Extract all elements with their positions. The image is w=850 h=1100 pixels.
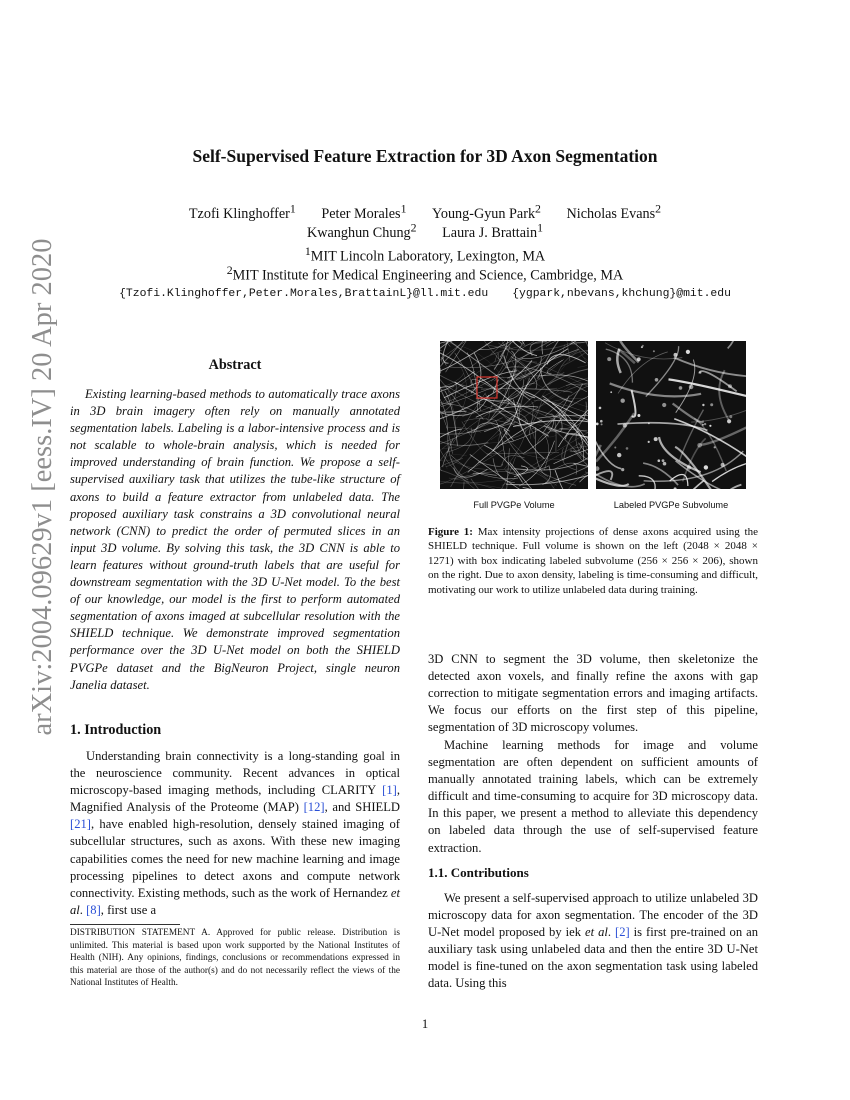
author: Tzofi Klinghoffer$^1$ <box>188 201 296 222</box>
axon-strand <box>537 429 577 442</box>
right-paragraph-2: Machine learning methods for image and volume segmentation are often dependent on sufficient amounts of manually annotated training labels, which can be extremely difficult and time-consuming to acquire for 3D microscopy data. In this paper, we present a method to alleviate this dependency on labeled data through the use of self-supervised feature extraction. <box>428 738 758 855</box>
axon-bouton <box>601 423 603 425</box>
author: Peter Morales$^1$ <box>321 201 407 222</box>
axon-bouton <box>596 423 599 426</box>
axon-strand <box>691 409 746 422</box>
axon-bouton <box>662 459 665 462</box>
axon-bouton <box>648 441 650 443</box>
axon-bouton <box>654 437 658 441</box>
axon-bouton <box>702 424 704 426</box>
axon-strand <box>576 343 588 383</box>
axon-bouton <box>699 371 701 373</box>
citation-link[interactable]: [21] <box>70 817 91 832</box>
axon-bouton <box>610 391 612 393</box>
axon-strand <box>524 420 554 453</box>
axon-strand <box>585 341 588 351</box>
axon-bouton <box>687 465 691 469</box>
axon-strand <box>455 481 464 489</box>
axon-bouton <box>599 407 602 410</box>
axon-strand <box>639 476 655 489</box>
figure-full-volume-image <box>440 341 588 489</box>
axon-bouton <box>704 423 706 425</box>
citation-link[interactable]: [12] <box>303 800 325 815</box>
axon-strand <box>478 462 502 466</box>
email-group: {ygpark,nbevans,khchung}@mit.edu <box>512 288 731 300</box>
axon-strand <box>485 341 584 350</box>
axon-strand <box>443 341 453 363</box>
axon-bouton <box>709 425 711 427</box>
axon-bouton <box>727 419 731 423</box>
abstract-text: Existing learning-based methods to automatically trace axons in 3D brain imagery often rely on manually annotated segmentation labels. Labeling is a labor-intensive process and is not scalable to whole-brain analysis, which is needed for improved understanding of brain function. We propose a self-supervised auxiliary task that utilizes the tube-like structure of axons to build a feature extractor from unlabeled data. The proposed auxiliary task constrains a 3D convolutional neural network (CNN) to predict the order of permuted slices in an input 3D volume. By solving this task, the 3D CNN is able to learn features without ground-truth labels that are useful for downstream segmentation with the 3D U-Net model. To the best of our knowledge, our model is the first to perform automated segmentation of axons imaged at subcellular resolution with the SHIELD technique. We demonstrate improved segmentation performance over the 3D U-Net model on both the SHIELD PVGPe dataset and the BigNeuron Project, single neuron Janelia dataset. <box>70 387 400 692</box>
axon-bouton <box>637 414 640 417</box>
authors-line-2 <box>0 220 850 242</box>
axon-projection-full <box>440 341 588 489</box>
citation-link[interactable]: [8] <box>86 902 101 917</box>
axon-strand <box>617 349 620 373</box>
author: Nicholas Evans$^2$ <box>566 201 662 222</box>
axon-strand <box>617 423 707 431</box>
axon-bouton <box>674 487 677 489</box>
email-group: {Tzofi.Klinghoffer,Peter.Morales,BrattainL}@ll.mit.edu <box>119 288 489 300</box>
footnote: DISTRIBUTION STATEMENT A. Approved for public release. Distribution is unlimited. This material is based upon work supported by the National Institutes of Health (NIH). Any opinions, findings, conclusions or recommendations expressed in this material are those of the author(s) and do not necessarily reflect the views of the National Institutes of Health. <box>70 928 400 989</box>
axon-bouton <box>655 378 659 382</box>
citation-link[interactable]: [2] <box>615 925 630 940</box>
affiliation-1: $^1$MIT Lincoln Laboratory, Lexington, MA <box>304 244 546 265</box>
axon-bouton <box>596 466 599 471</box>
axon-bouton <box>637 357 641 361</box>
axon-bouton <box>600 420 603 423</box>
right-paragraph-1: 3D CNN to segment the 3D volume, then skeletonize the detected axon voxels, and finally refine the axons with gap correction to mitigate segmentation errors and imaging artifacts. We focus our efforts on the first step of this pipeline, segmentation of 3D microscopy volumes. <box>428 652 758 735</box>
axon-bouton <box>689 385 694 390</box>
paper-title: Self-Supervised Feature Extraction for 3D Axon Segmentation <box>192 146 658 166</box>
axon-bouton <box>658 459 661 462</box>
axon-bouton <box>686 350 690 354</box>
author: Kwanghun Chung$^2$ <box>307 220 417 241</box>
axon-bouton <box>710 403 713 406</box>
axon-bouton <box>641 346 643 348</box>
axon-bouton <box>697 443 702 448</box>
axon-strand <box>701 417 746 445</box>
axon-bouton <box>653 350 655 352</box>
axon-strand <box>681 481 704 489</box>
axon-bouton <box>702 404 704 406</box>
axon-bouton <box>721 463 725 467</box>
axon-strand <box>578 358 588 368</box>
axon-strand <box>502 431 588 485</box>
citation-link[interactable]: [1] <box>382 783 397 798</box>
footnote-divider <box>70 924 180 925</box>
axon-strand <box>726 341 736 348</box>
intro-paragraph: Understanding brain connectivity is a long-standing goal in the neuroscience community. Recent advances in optical microscopy-based imaging methods, including CLARITY [1], Magnified Analysis of the Proteome (MAP) [12], and SHIELD [21], have enabled high-resolution, densely stained imaging of subcellular structures, such as axons. With these new imaging capabilities comes the need for new machine learning and image processing pipelines to detect axons and compute network connectivity. Existing methods, such as the work of Hernandez et al. [8], first use a <box>70 749 401 917</box>
axon-bouton <box>648 423 650 425</box>
axon-bouton <box>607 357 611 361</box>
axon-bouton <box>662 403 666 407</box>
axon-bouton <box>621 468 624 471</box>
axon-bouton <box>729 415 732 418</box>
axon-strand <box>454 472 514 480</box>
axon-bouton <box>614 447 616 449</box>
axon-bouton <box>621 399 625 403</box>
axon-projection-subvolume <box>596 341 746 489</box>
axon-strand <box>467 402 510 432</box>
axon-bouton <box>679 386 683 390</box>
figure-label-left: Full PVGPe Volume <box>473 500 555 510</box>
figure-caption: Figure 1: Max intensity projections of dense axons acquired using the SHIELD technique. Full volume is shown on the left (2048 × 2048 × 1271) with box indicating labeled subvolume (256 × 256 × 206), shown on the right. Due to axon density, labeling is time-consuming and difficult, motivating our work to utilize unlabeled data during training. <box>428 526 758 596</box>
author-emails <box>0 288 850 300</box>
arxiv-stamp: arXiv:2004.09629v1 [eess.IV] 20 Apr 2020 <box>27 238 58 736</box>
axon-bouton <box>626 447 629 450</box>
axon-bouton <box>714 446 716 448</box>
axon-bouton <box>663 462 667 466</box>
axon-bouton <box>617 453 621 457</box>
author: Laura J. Brattain$^1$ <box>442 220 543 241</box>
axon-strand <box>567 341 588 390</box>
page-number: 1 <box>421 1017 429 1031</box>
axon-bouton <box>623 423 627 427</box>
axon-strand <box>440 341 510 372</box>
subsection-heading-contributions: 1.1. Contributions <box>428 865 529 880</box>
axon-strand <box>440 371 475 392</box>
author: Young-Gyun Park$^2$ <box>432 201 541 222</box>
axon-bouton <box>704 465 708 469</box>
figure-subvolume-image <box>596 341 746 489</box>
axon-strand <box>719 370 728 419</box>
axon-strand <box>504 420 526 469</box>
figure-label-right: Labeled PVGPe Subvolume <box>613 500 729 510</box>
axon-strand <box>718 485 741 489</box>
section-heading-introduction: 1. Introduction <box>70 722 162 738</box>
abstract-heading: Abstract <box>208 357 262 373</box>
affiliation-2: $^2$MIT Institute for Medical Engineering and Science, Cambridge, MA <box>226 263 624 284</box>
contributions-paragraph: We present a self-supervised approach to utilize unlabeled 3D microscopy data for axon segmentation. The encoder of the 3D U-Net model proposed by iek et al. [2] is first pre-trained on an auxiliary task using unlabeled data and then the entire 3D U-Net model is fine-tuned on the axon segmentation task using labeled data. Using this <box>428 891 759 991</box>
axon-bouton <box>728 384 732 388</box>
axon-strand <box>530 341 546 355</box>
axon-strand <box>618 352 668 394</box>
axon-bouton <box>674 353 678 357</box>
